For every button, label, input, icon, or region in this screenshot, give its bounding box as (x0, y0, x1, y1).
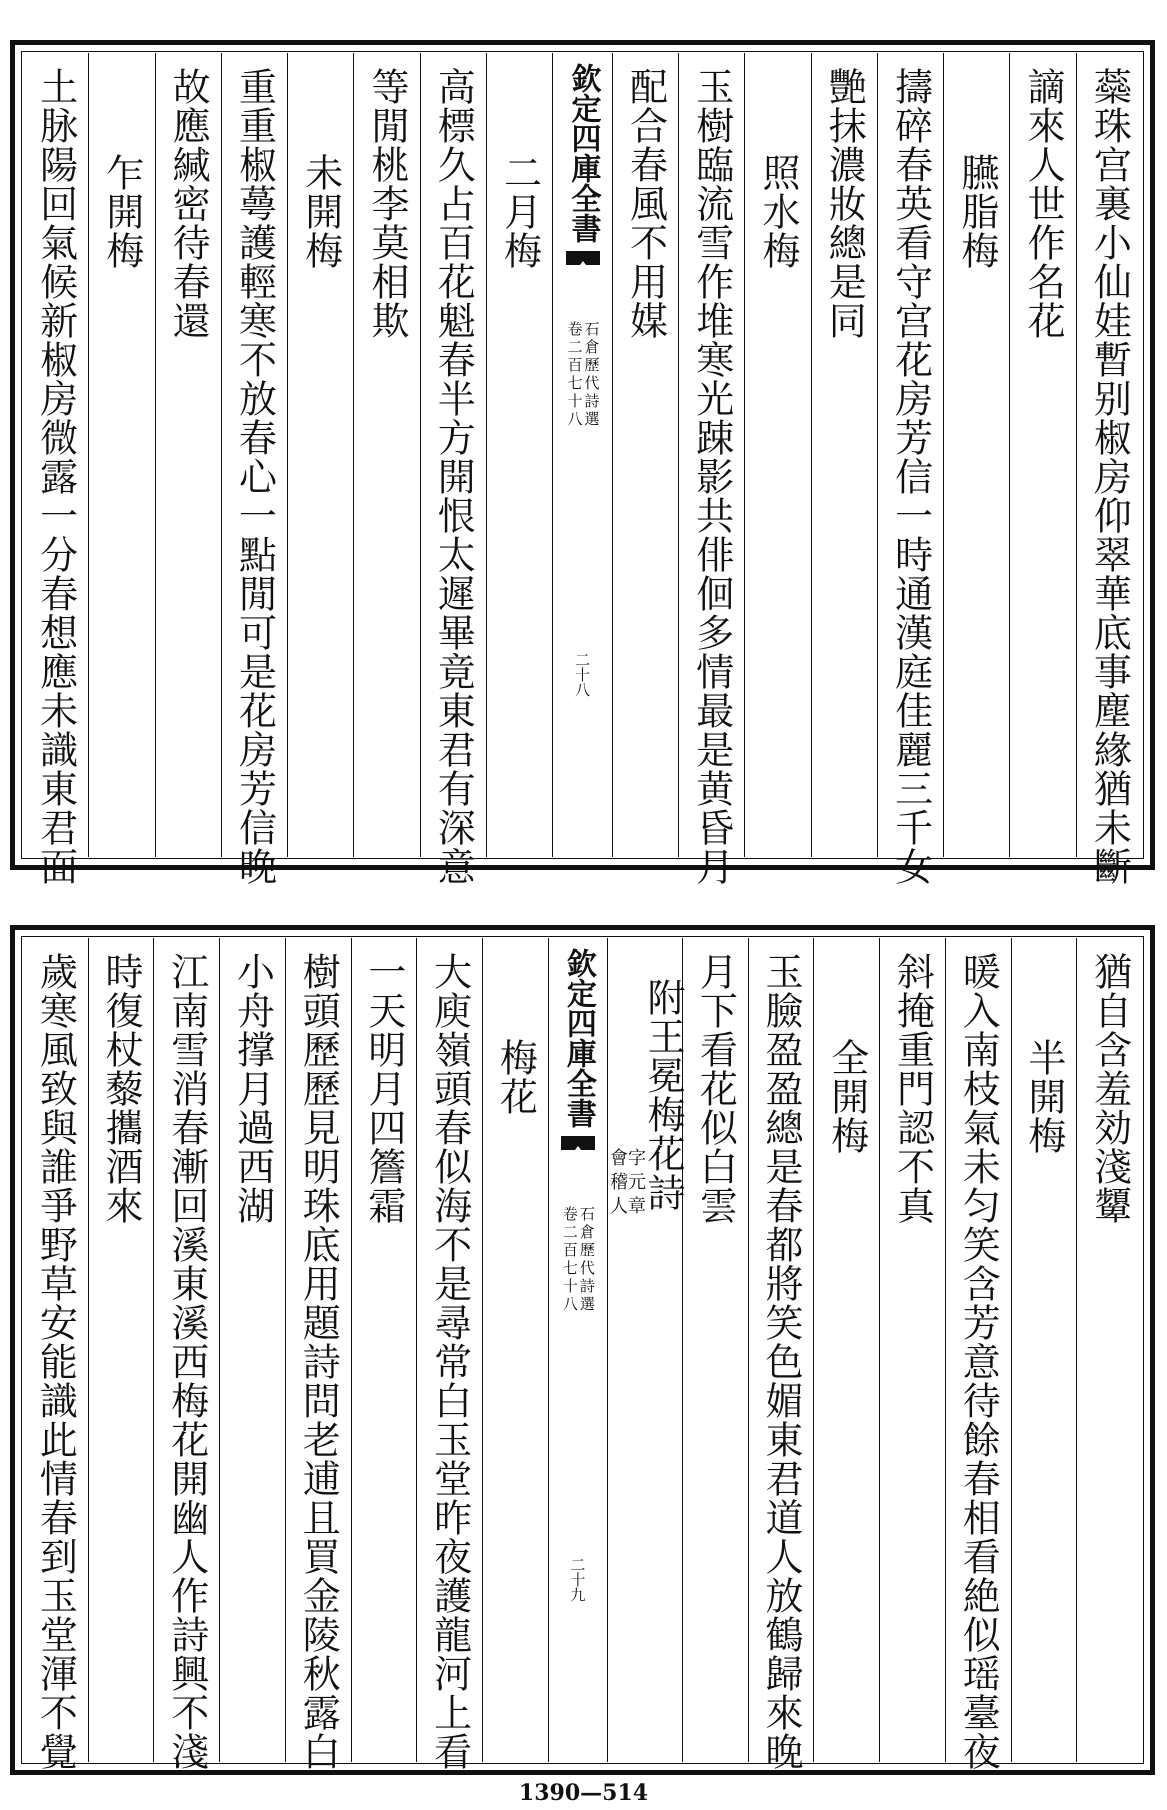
poem-line: 時復杖藜攜酒來 (99, 952, 144, 1225)
poem-line: 一天明月四簷霜 (361, 952, 406, 1225)
center-fold-column (552, 53, 612, 857)
book-title: 石倉歷代詩選 (577, 1206, 596, 1314)
poem-title-column (287, 53, 353, 857)
poem-title: 未開梅 (298, 153, 343, 270)
poem-title: 照水梅 (756, 153, 801, 270)
leaf-number: 二十八 (573, 652, 591, 697)
poem-text-column (219, 938, 285, 1762)
poem-text-column (678, 53, 744, 886)
lower-page (10, 925, 1155, 1775)
poem-text-column (877, 53, 943, 886)
attribution-heading: 附王冕梅花詩 (640, 978, 685, 1212)
poem-line: 歲寒風致與誰爭野草安能識此情春到玉堂渾不覺 (33, 952, 78, 1771)
poem-text-column (416, 938, 482, 1771)
poem-title: 臙脂梅 (954, 153, 999, 270)
poem-title: 全開梅 (824, 1038, 869, 1155)
poem-line: 樹頭歷歷見明珠底用題詩問老逋且買金陵秋露白 (296, 952, 341, 1771)
poem-title-column (744, 53, 810, 857)
poem-title: 乍開梅 (99, 153, 144, 270)
book-meta (567, 321, 599, 429)
poem-text-column (682, 938, 748, 1762)
poem-text-column (612, 53, 678, 857)
poem-line: 擣碎春英看守宫花房芳信一時通漢庭佳麗三千女 (888, 67, 933, 886)
poem-line: 蘂珠宫裏小仙娃暫别椒房仰翠華底事塵緣猶未斷 (1087, 67, 1132, 886)
poem-text-column (221, 53, 287, 886)
poem-text-column (1076, 938, 1142, 1762)
poem-line: 故應緘密待春還 (166, 67, 211, 340)
poem-text-column (420, 53, 486, 886)
volume-number: 卷二百七十八 (565, 321, 584, 429)
poem-title-column (1011, 938, 1077, 1762)
upper-page-columns (23, 53, 1142, 886)
lower-page-columns (23, 938, 1142, 1771)
poem-text-column (1076, 53, 1142, 886)
poem-text-column (153, 938, 219, 1771)
poem-title-column (486, 53, 552, 857)
poem-text-column (23, 938, 88, 1771)
attribution-note: 字元章 (624, 1148, 646, 1220)
collection-title: 欽定四庫全書 (565, 63, 601, 243)
poem-line: 玉臉盈盈總是春都將笑色媚東君道人放鶴歸來晚 (759, 952, 804, 1771)
poem-line: 重重椒蕚護輕寒不放春心一點閒可是花房芳信晚 (232, 67, 277, 886)
poem-title: 半開梅 (1021, 1038, 1066, 1155)
center-fold (553, 53, 612, 857)
poem-line: 小舟撑月過西湖 (230, 952, 275, 1225)
poem-text-column (88, 938, 154, 1762)
fishtail-mark-icon (561, 1136, 595, 1176)
poem-title-column (943, 53, 1009, 857)
center-fold-column (548, 938, 607, 1762)
poem-title: 梅花 (493, 1038, 538, 1116)
poem-text-column (879, 938, 945, 1762)
poem-text-column (351, 938, 417, 1762)
poem-line: 斜掩重門認不真 (890, 952, 935, 1225)
poem-text-column (353, 53, 419, 857)
poem-text-column (811, 53, 877, 857)
book-title: 石倉歷代詩選 (582, 321, 601, 429)
poem-line: 玉樹臨流雪作堆寒光踈影共俳佪多情最是黄昏月 (689, 67, 734, 886)
book-meta (562, 1206, 594, 1314)
poem-text-column (945, 938, 1011, 1771)
attribution-notes (608, 1148, 644, 1220)
page-number: 1390—514 (518, 1780, 649, 1806)
poem-line: 高標久占百花魁春半方開恨太遲畢竟東君有深意 (431, 67, 476, 886)
poem-line: 暖入南枝氣未匀笑含芳意待餘春相看絶似瑶臺夜 (956, 952, 1001, 1771)
poem-title-column (482, 938, 548, 1762)
poem-text-column (155, 53, 221, 857)
poem-text-column (748, 938, 814, 1771)
poem-line: 配合春風不用媒 (623, 67, 668, 340)
poem-line: 大庾嶺頭春似海不是尋常白玉堂昨夜護龍河上看 (427, 952, 472, 1771)
upper-page (10, 40, 1155, 886)
poem-text-column (1009, 53, 1075, 857)
poem-text-column (23, 53, 88, 886)
poem-line: 猶自含羞効淺顰 (1087, 952, 1132, 1225)
volume-number: 卷二百七十八 (560, 1206, 579, 1314)
poem-line: 謫來人世作名花 (1021, 67, 1066, 340)
center-fold (549, 938, 607, 1762)
poem-title-column (813, 938, 879, 1762)
poem-line: 等閒桃李莫相欺 (364, 67, 409, 340)
poem-title: 二月梅 (497, 153, 542, 270)
attribution-column (606, 938, 685, 1762)
attribution-note: 會稽人 (606, 1148, 628, 1220)
poem-line: 艷抹濃妝總是同 (822, 67, 867, 340)
poem-title-column (88, 53, 154, 857)
collection-title: 欽定四庫全書 (560, 948, 596, 1128)
poem-text-column (285, 938, 351, 1771)
poem-line: 土脉陽回氣候新椒房微露一分春想應未識東君面 (33, 67, 78, 886)
fishtail-mark-icon (566, 251, 600, 291)
poem-line: 江南雪消春漸回溪東溪西梅花開幽人作詩興不淺 (164, 952, 209, 1771)
leaf-number: 二十九 (568, 1557, 587, 1602)
poem-line: 月下看花似白雲 (693, 952, 738, 1225)
